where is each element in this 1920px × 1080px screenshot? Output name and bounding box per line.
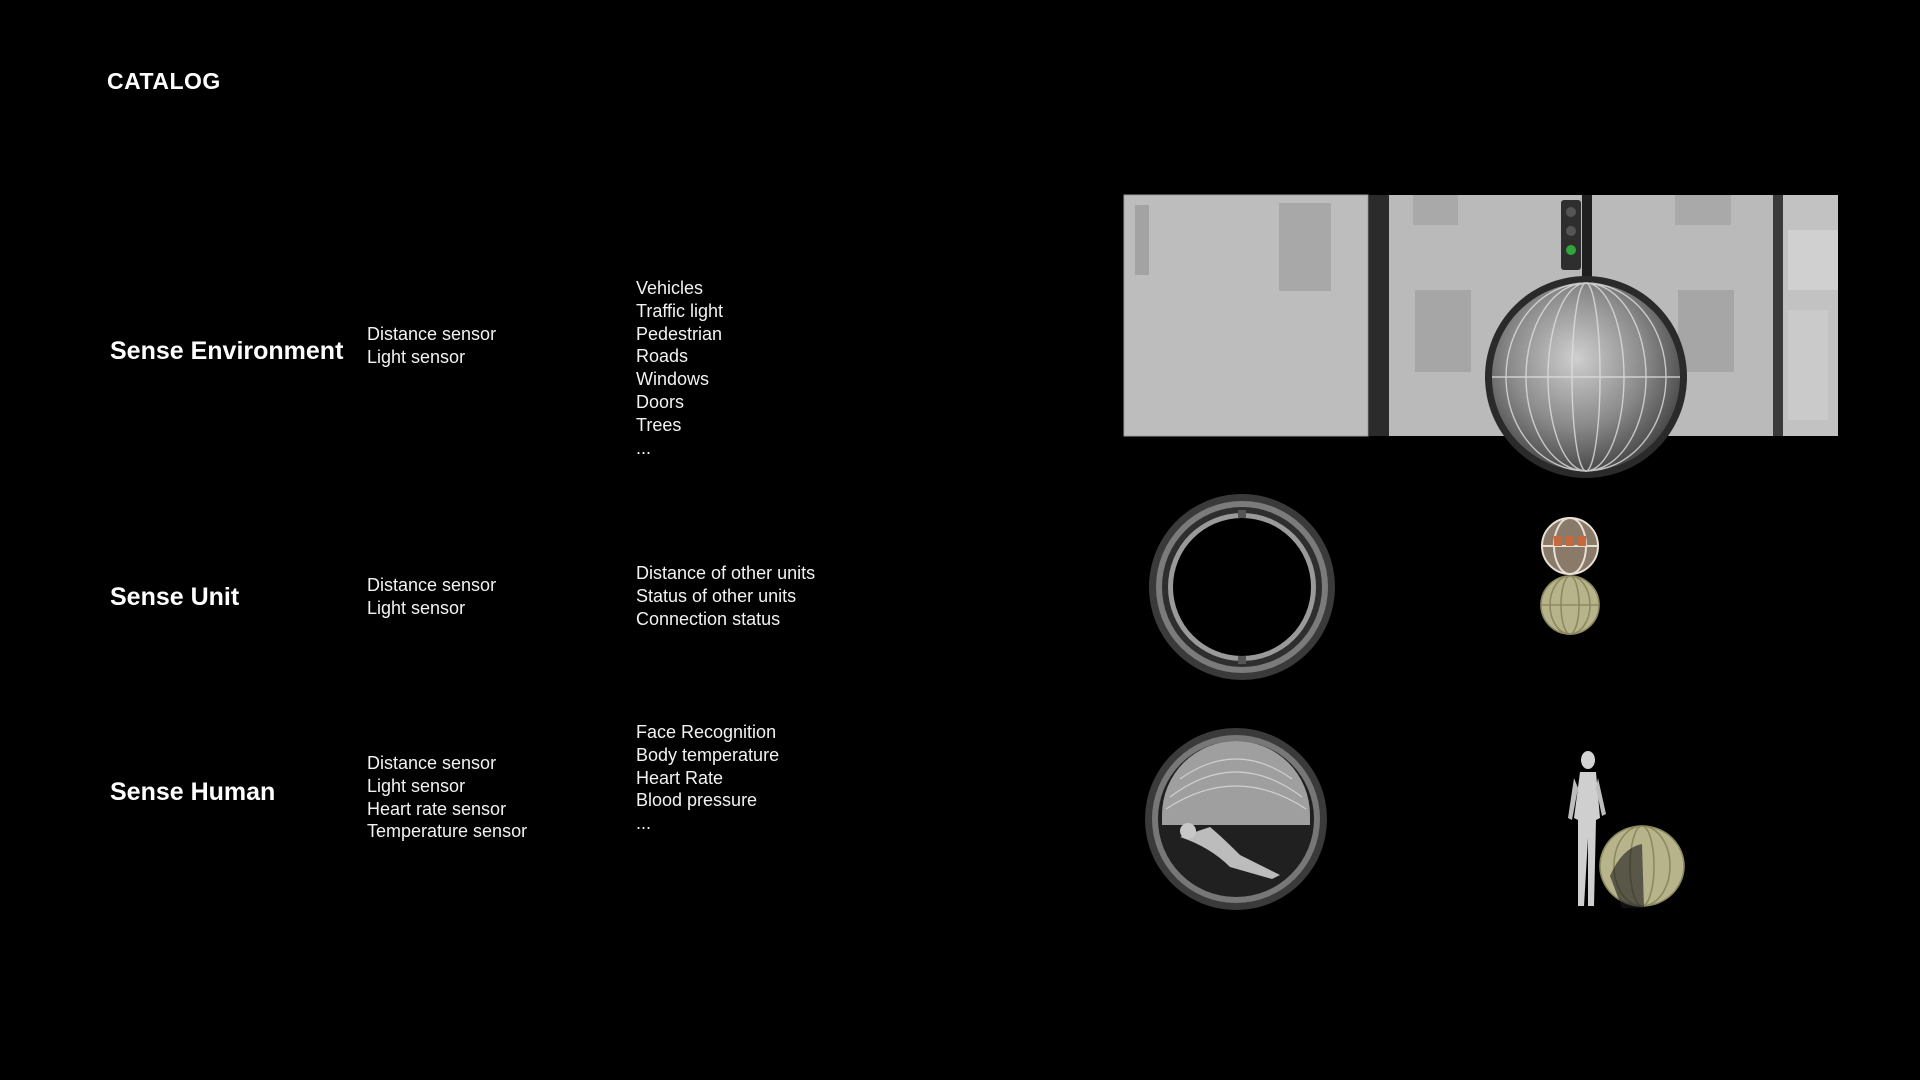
sensor-item: Light sensor (367, 775, 466, 796)
target-item: Roads (636, 346, 689, 367)
row-sense-environment-targets (636, 277, 723, 459)
sensor-item: Distance sensor (367, 753, 497, 773)
target-item: ... (636, 813, 652, 834)
row-sense-human-sensors (367, 752, 527, 843)
sensor-item: Temperature sensor (367, 821, 528, 842)
row-sense-human-targets (636, 721, 779, 835)
target-item: Body temperature (636, 744, 780, 765)
sensor-item: Distance sensor (367, 324, 497, 344)
sensor-item: Light sensor (367, 597, 466, 618)
row-sense-unit-title: Sense Unit (110, 583, 240, 611)
target-item: Face Recognition (636, 722, 777, 742)
target-item: Distance of other units (636, 563, 816, 583)
target-item: ... (636, 437, 652, 458)
target-item: Vehicles (636, 278, 704, 298)
sensor-item: Distance sensor (367, 575, 497, 595)
pod-with-person-render (1140, 727, 1332, 912)
page-title: CATALOG (107, 68, 221, 94)
sensor-item: Light sensor (367, 346, 466, 367)
target-item: Connection status (636, 608, 781, 629)
target-item: Blood pressure (636, 790, 758, 811)
target-item: Doors (636, 391, 685, 412)
target-item: Trees (636, 414, 682, 435)
row-sense-unit-targets (636, 562, 815, 630)
sensor-item: Heart rate sensor (367, 798, 507, 819)
row-sense-environment-title: Sense Environment (110, 337, 344, 365)
human-with-pod-render (1562, 748, 1688, 914)
target-item: Status of other units (636, 585, 797, 606)
row-sense-unit-sensors (367, 574, 496, 620)
target-item: Traffic light (636, 300, 724, 321)
stacked-spheres-render (1538, 516, 1602, 638)
street-render (1123, 190, 1839, 480)
ring-render (1145, 492, 1340, 682)
target-item: Heart Rate (636, 767, 724, 788)
target-item: Windows (636, 369, 710, 390)
target-item: Pedestrian (636, 323, 723, 344)
row-sense-human-title: Sense Human (110, 778, 276, 806)
row-sense-environment-sensors (367, 323, 496, 369)
